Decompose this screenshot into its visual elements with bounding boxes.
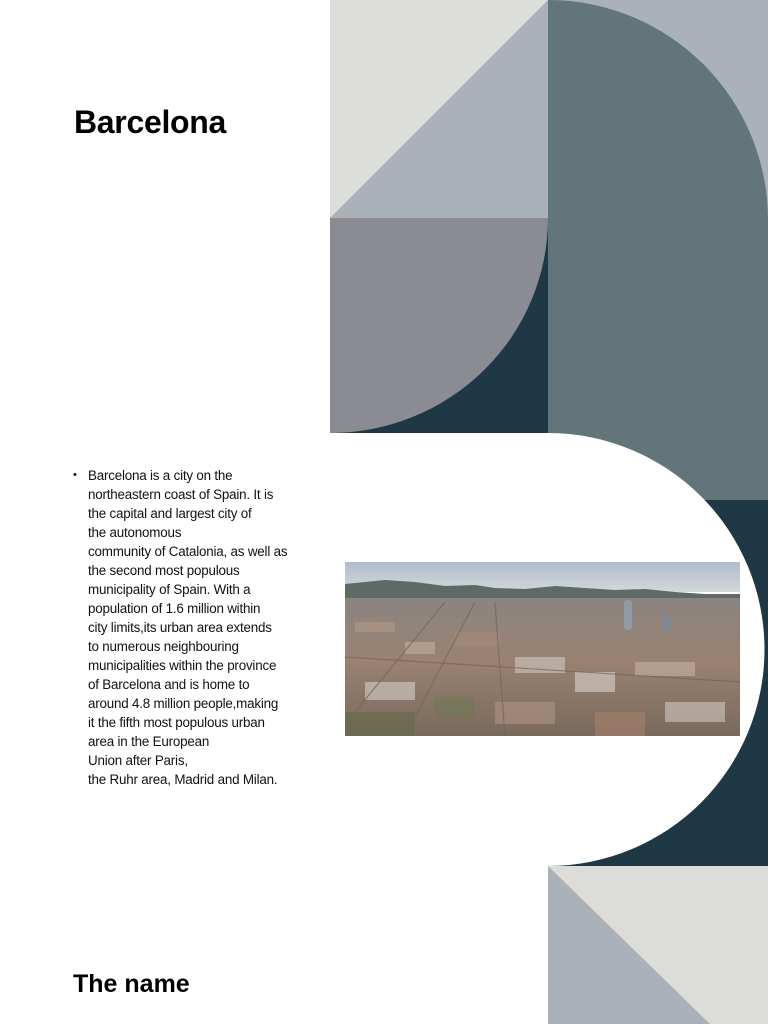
bullet-icon: • — [73, 469, 77, 481]
body-text-list — [72, 466, 320, 789]
body-bullet-item — [72, 466, 320, 789]
section-heading: The name — [73, 970, 190, 998]
body-line-6: the second most populous — [88, 563, 240, 578]
body-line-16: Union after Paris, — [88, 753, 188, 768]
body-line-1: Barcelona is a city on the — [88, 468, 233, 483]
body-line-7: municipality of Spain. With a — [88, 582, 251, 597]
body-line-13: around 4.8 million people,making — [88, 696, 279, 711]
body-line-5: community of Catalonia, as well as — [88, 544, 288, 559]
body-line-8: population of 1.6 million within — [88, 601, 261, 616]
body-line-9: city limits,its urban area extends — [88, 620, 272, 635]
slide-title: Barcelona — [74, 104, 227, 140]
body-line-15: area in the European — [88, 734, 210, 749]
photo-tower — [624, 600, 632, 630]
body-line-11: municipalities within the province — [88, 658, 277, 673]
body-line-2: northeastern coast of Spain. It is — [88, 487, 274, 502]
body-line-14: it the fifth most populous urban — [88, 715, 265, 730]
body-line-4: the autonomous — [88, 525, 182, 540]
barcelona-city-photo — [345, 562, 740, 736]
body-line-12: of Barcelona and is home to — [88, 677, 250, 692]
photo-tower-2 — [663, 614, 670, 632]
body-line-17: the Ruhr area, Madrid and Milan. — [88, 772, 278, 787]
body-line-10: to numerous neighbouring — [88, 639, 239, 654]
body-line-3: the capital and largest city of — [88, 506, 252, 521]
